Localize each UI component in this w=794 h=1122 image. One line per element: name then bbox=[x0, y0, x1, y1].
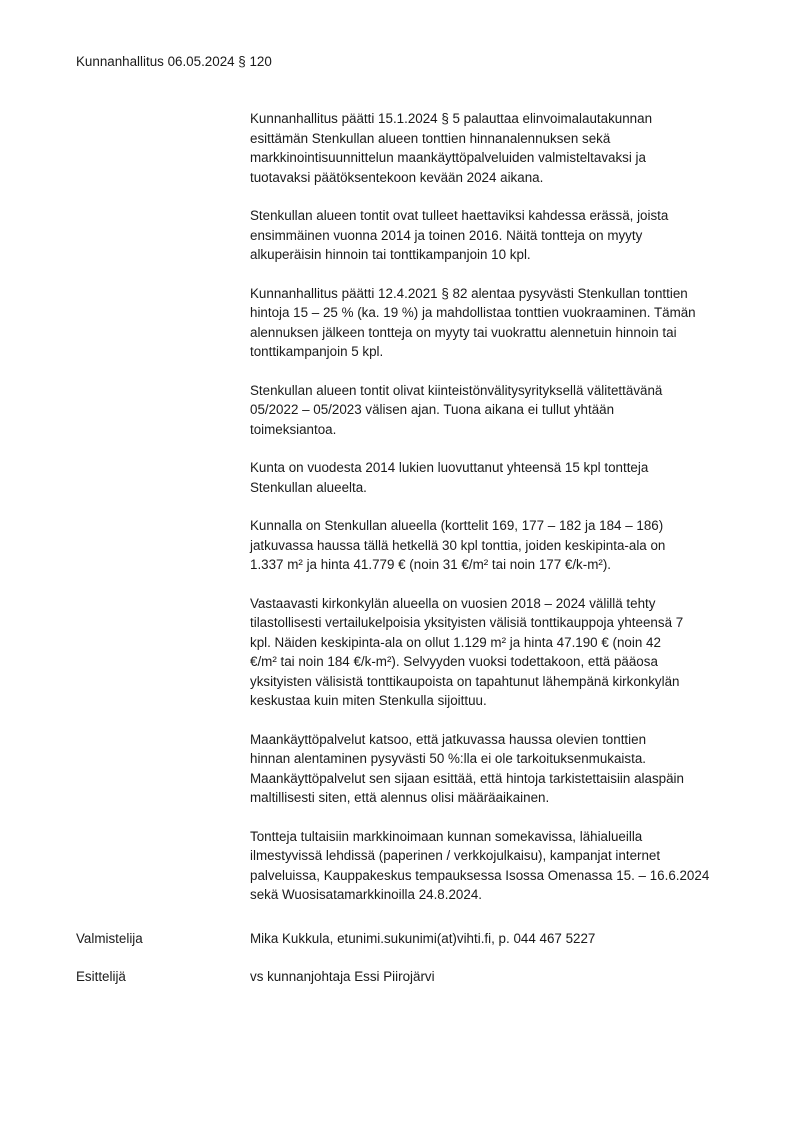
text-line: ilmestyvissä lehdissä (paperinen / verkkojulkaisu), kampanjat internet bbox=[250, 848, 661, 863]
preparer-label: Valmistelija bbox=[76, 931, 143, 946]
text-line: maltillisesti siten, että alennus olisi määräaikainen. bbox=[250, 790, 550, 805]
text-line: tilastollisesti vertailukelpoisia yksityisten välisiä tonttikauppoja yhteensä 7 bbox=[250, 615, 684, 630]
text-line: kpl. Näiden keskipinta-ala on ollut 1.129 m² ja hinta 47.190 € (noin 42 bbox=[250, 634, 661, 650]
paragraph-land-use-opinion bbox=[250, 730, 750, 808]
text-line: Stenkullan alueelta. bbox=[250, 479, 367, 495]
text-line: tuotavaksi päätöksentekoon kevään 2024 aikana. bbox=[250, 169, 544, 185]
text-line: esittämän Stenkullan alueen tonttien hinnanalennuksen sekä bbox=[250, 130, 611, 146]
text-line: Tontteja tultaisiin markkinoimaan kunnan somekavissa, lähialueilla bbox=[250, 828, 643, 844]
text-line: alkuperäisin hinnoin tai tonttikampanjoin 10 kpl. bbox=[250, 247, 531, 262]
text-line: €/m² tai noin 184 €/k-m²). Selvyyden vuoksi todettakoon, että pääosa bbox=[250, 654, 658, 669]
text-line: sekä Wuosisatamarkkinoilla 24.8.2024. bbox=[250, 887, 482, 902]
text-line: markkinointisuunnittelun maankäyttöpalveluiden valmisteltavaksi ja bbox=[250, 150, 646, 165]
text-line: hintoja 15 – 25 % (ka. 19 %) ja mahdollistaa tonttien vuokraaminen. Tämän bbox=[250, 305, 696, 320]
decision-body bbox=[250, 109, 750, 924]
presenter-value: vs kunnanjohtaja Essi Piirojärvi bbox=[250, 969, 435, 984]
text-line: ensimmäinen vuonna 2014 ja toinen 2016. Näitä tontteja on myyty bbox=[250, 227, 643, 243]
text-line: toimeksiantoa. bbox=[250, 421, 337, 437]
paragraph-plots-history bbox=[250, 206, 750, 265]
text-line: 1.337 m² ja hinta 41.779 € (noin 31 €/m² tai noin 177 €/k-m²). bbox=[250, 557, 611, 572]
text-line: Kunnalla on Stenkullan alueella (korttelit 169, 177 – 182 ja 184 – 186) bbox=[250, 518, 664, 533]
text-line: 05/2022 – 05/2023 välisen ajan. Tuona aikana ei tullut yhtään bbox=[250, 402, 615, 417]
text-line: Kunnanhallitus päätti 15.1.2024 § 5 palauttaa elinvoimalautakunnan bbox=[250, 111, 653, 126]
text-line: keskustaa kuin miten Stenkulla sijoittuu. bbox=[250, 693, 487, 708]
text-line: Stenkullan alueen tontit olivat kiinteistönvälitysyrityksellä välitettävänä bbox=[250, 382, 663, 398]
text-line: Maankäyttöpalvelut sen sijaan esittää, että hintoja tarkistettaisiin alaspäin bbox=[250, 770, 684, 786]
text-line: hinnan alentaminen pysyvästi 50 %:lla ei ole tarkoituksenmukaista. bbox=[250, 751, 646, 766]
text-line: tonttikampanjoin 5 kpl. bbox=[250, 344, 384, 359]
text-line: Vastaavasti kirkonkylän alueella on vuosien 2018 – 2024 välillä tehty bbox=[250, 595, 656, 611]
paragraph-price-reduction bbox=[250, 284, 750, 362]
text-line: Maankäyttöpalvelut katsoo, että jatkuvassa haussa olevien tonttien bbox=[250, 731, 647, 747]
text-line: palveluissa, Kauppakeskus tempauksessa Isossa Omenassa 15. – 16.6.2024 bbox=[250, 867, 710, 883]
text-line: Kunnanhallitus päätti 12.4.2021 § 82 alentaa pysyvästi Stenkullan tonttien bbox=[250, 285, 688, 301]
text-line: Stenkullan alueen tontit ovat tulleet haettaviksi kahdessa erässä, joista bbox=[250, 208, 669, 223]
paragraph-marketing bbox=[250, 827, 750, 905]
paragraph-real-estate-agency bbox=[250, 381, 750, 440]
paragraph-comparison bbox=[250, 594, 750, 711]
preparer-value: Mika Kukkula, etunimi.sukunimi(at)vihti.fi, p. 044 467 5227 bbox=[250, 931, 596, 946]
meeting-header: Kunnanhallitus 06.05.2024 § 120 bbox=[76, 54, 272, 69]
paragraph-plots-transferred bbox=[250, 458, 750, 497]
text-line: yksityisten välisistä tonttikaupoista on tapahtunut lähempänä kirkonkylän bbox=[250, 673, 680, 689]
paragraph-previous-decision bbox=[250, 109, 750, 187]
text-line: alennuksen jälkeen tontteja on myyty tai vuokrattu alennetuin hinnoin tai bbox=[250, 324, 677, 340]
presenter-label: Esittelijä bbox=[76, 969, 126, 984]
text-line: jatkuvassa haussa tällä hetkellä 30 kpl tonttia, joiden keskipinta-ala on bbox=[250, 537, 666, 553]
paragraph-available-plots bbox=[250, 516, 750, 575]
text-line: Kunta on vuodesta 2014 lukien luovuttanut yhteensä 15 kpl tontteja bbox=[250, 460, 649, 475]
